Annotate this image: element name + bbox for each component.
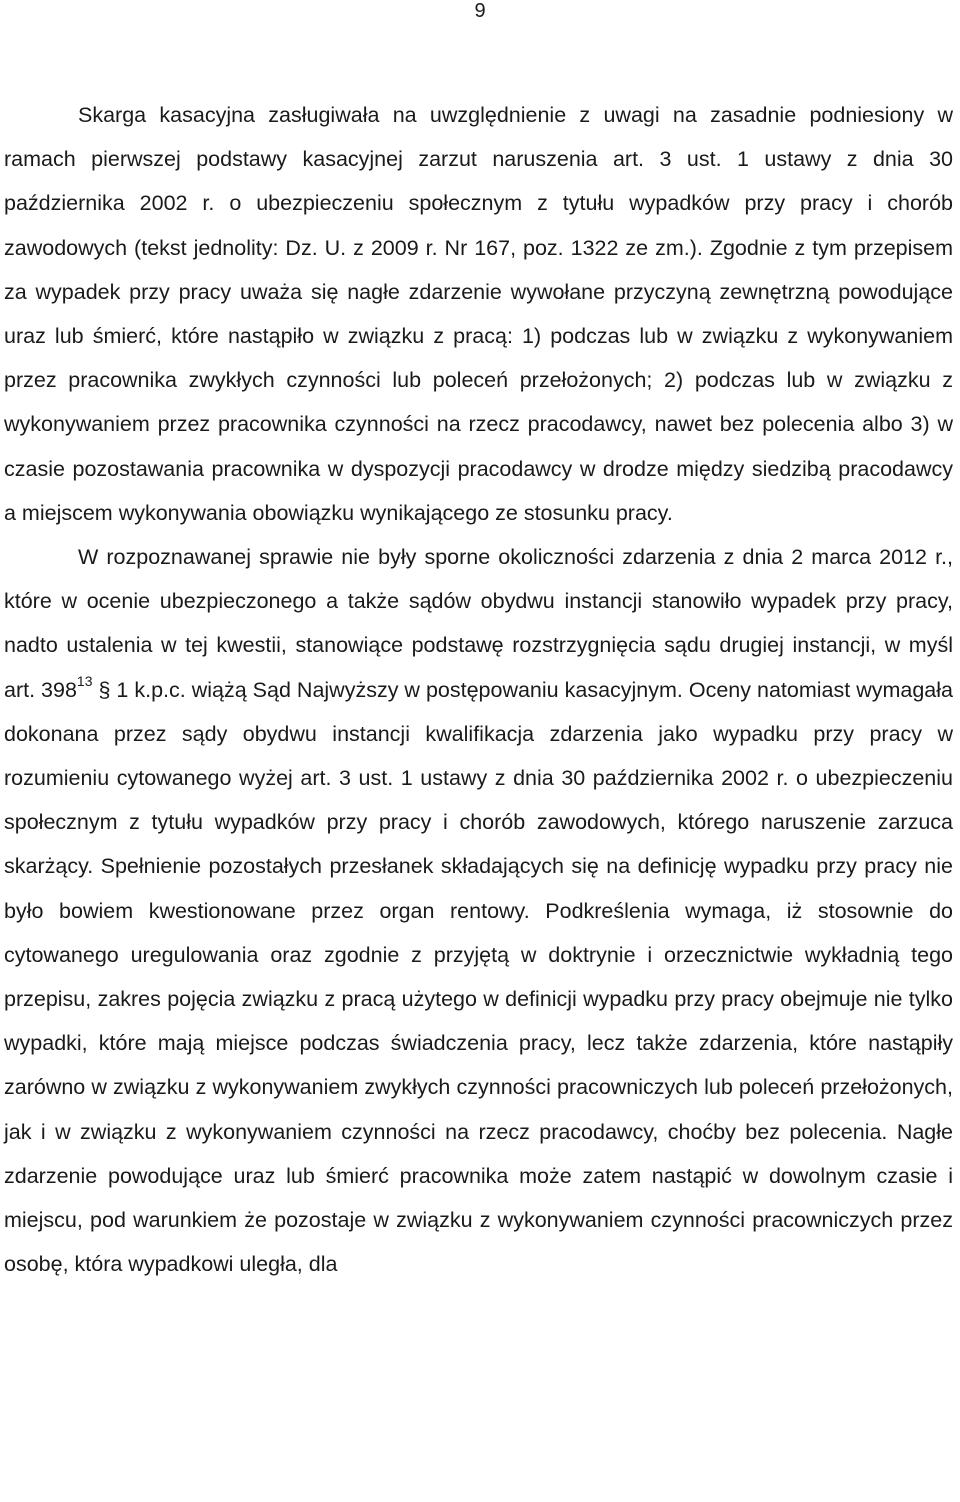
paragraph-2-text-start: W rozpoznawanej sprawie nie były sporne okoliczności zdarzenia z dnia 2 marca 2012 r., które w ocenie ubezpieczonego a także sądów obydwu instancji stanowiło wypadek przy pracy, nadto ustalenia w tej kwestii, stanowiące podstawę rozstrzygnięcia sądu drugiej instancji, w myśl art. 398 — [4, 545, 953, 702]
paragraph-2-text-end: § 1 k.p.c. wiążą Sąd Najwyższy w postępowaniu kasacyjnym. Oceny natomiast wymagała dokonana przez sądy obydwu instancji kwalifikacja zdarzenia jako wypadku przy pracy w rozumieniu cytowanego wyżej art. 3 ust. 1 ustawy z dnia 30 października 2002 r. o ubezpieczeniu społecznym z tytułu wypadków przy pracy i chorób zawodowych, którego naruszenie zarzuca skarżący. Spełnienie pozostałych przesłanek składających się na definicję wypadku przy pracy nie było bowiem kwestionowane przez organ rentowy. Podkreślenia wymaga, iż stosownie do cytowanego uregulowania oraz zgodnie z przyjętą w doktrynie i orzecznictwie wykładnią tego przepisu, zakres pojęcia związku z pracą użytego w definicji wypadku przy pracy obejmuje nie tylko wypadki, które mają miejsce podczas świadczenia pracy, lecz także zdarzenia, które nastąpiły zarówno w związku z wykonywaniem zwykłych czynności pracowniczych lub poleceń przełożonych, jak i w związku z wykonywaniem czynności na rzecz pracodawcy, choćby bez polecenia. Nagłe zdarzenie powodujące uraz lub śmierć pracownika może zatem nastąpić w dowolnym czasie i miejscu, pod warunkiem że pozostaje w związku z wykonywaniem czynności pracowniczych przez osobę, która wypadkowi uległa, dla — [4, 677, 953, 1277]
page-number: 9 — [474, 0, 486, 22]
paragraph-2 — [4, 535, 953, 1286]
article-superscript: 13 — [76, 672, 93, 689]
document-body — [4, 93, 953, 1286]
paragraph-1: Skarga kasacyjna zasługiwała na uwzględnienie z uwagi na zasadnie podniesiony w ramach pierwszej podstawy kasacyjnej zarzut naruszenia art. 3 ust. 1 ustawy z dnia 30 października 2002 r. o ubezpieczeniu społecznym z tytułu wypadków przy pracy i chorób zawodowych (tekst jednolity: Dz. U. z 2009 r. Nr 167, poz. 1322 ze zm.). Zgodnie z tym przepisem za wypadek przy pracy uważa się nagłe zdarzenie wywołane przyczyną zewnętrzną powodujące uraz lub śmierć, które nastąpiło w związku z pracą: 1) podczas lub w związku z wykonywaniem przez pracownika zwykłych czynności lub poleceń przełożonych; 2) podczas lub w związku z wykonywaniem przez pracownika czynności na rzecz pracodawcy, nawet bez polecenia albo 3) w czasie pozostawania pracownika w dyspozycji pracodawcy w drodze między siedzibą pracodawcy a miejscem wykonywania obowiązku wynikającego ze stosunku pracy. — [4, 103, 953, 525]
